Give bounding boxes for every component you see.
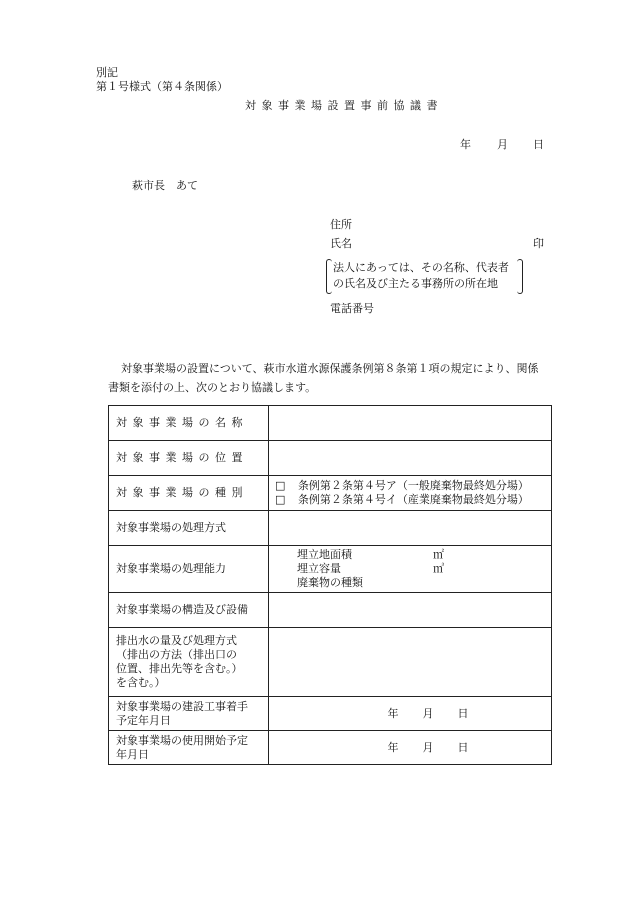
structure-equipment-label: 対象事業場の構造及び設備: [109, 593, 269, 628]
body-text-line2: 書類を添付の上、次のとおり協議します。: [108, 381, 317, 394]
checkbox-icon[interactable]: □: [275, 493, 286, 506]
table-row: [109, 546, 552, 593]
facility-name-value[interactable]: [269, 406, 552, 441]
facility-location-value[interactable]: [269, 441, 552, 476]
facility-location-label: 対象事業場の位置: [109, 441, 269, 476]
table-row: [109, 406, 552, 441]
capacity-landfill-volume: 埋立容量 ㎥: [297, 562, 444, 575]
table-row: [109, 628, 552, 697]
note-bracket-right: [517, 259, 523, 294]
address-label: 住所: [330, 218, 352, 231]
date-year: 年: [460, 138, 471, 151]
date-day: 日: [533, 138, 544, 151]
construction-start-label: 対象事業場の建設工事着手 予定年月日: [109, 697, 269, 731]
processing-method-label: 対象事業場の処理方式: [109, 511, 269, 546]
table-row: [109, 441, 552, 476]
form-number: 第１号様式（第４条関係）: [96, 80, 228, 93]
annex-label: 別記: [96, 66, 118, 79]
processing-method-value[interactable]: [269, 511, 552, 546]
applicant-note-line2: の氏名及び主たる事務所の所在地: [333, 277, 498, 290]
body-text-line1: 対象事業場の設置について、萩市水道水源保護条例第８条第１項の規定により、関係: [121, 362, 539, 375]
date-month: 月: [497, 138, 508, 151]
applicant-note-line1: 法人にあっては、その名称、代表者: [333, 261, 509, 274]
type-option-industrial[interactable]: □ 条例第２条第４号イ（産業廃棄物最終処分場）: [275, 493, 529, 506]
type-option-general[interactable]: □ 条例第２条第４号ア（一般廃棄物最終処分場）: [275, 479, 529, 492]
facility-type-options: [269, 476, 552, 511]
use-start-label: 対象事業場の使用開始予定 年月日: [109, 731, 269, 765]
checkbox-icon[interactable]: □: [275, 479, 286, 492]
construction-start-date[interactable]: 年 月 日: [269, 697, 552, 731]
consultation-form-table: [108, 405, 552, 765]
table-row: [109, 511, 552, 546]
table-row: [109, 731, 552, 765]
table-row: [109, 476, 552, 511]
discharge-water-value[interactable]: [269, 628, 552, 697]
name-label: 氏名: [330, 237, 352, 250]
phone-label: 電話番号: [330, 302, 374, 315]
use-start-date[interactable]: 年 月 日: [269, 731, 552, 765]
capacity-landfill-area: 埋立地面積 ㎡: [297, 548, 444, 561]
facility-name-label: 対象事業場の名称: [109, 406, 269, 441]
structure-equipment-value[interactable]: [269, 593, 552, 628]
table-row: [109, 593, 552, 628]
capacity-waste-type: 廃棄物の種類: [297, 576, 363, 589]
table-row: [109, 697, 552, 731]
seal-mark: 印: [533, 237, 544, 250]
processing-capacity-value: [269, 546, 552, 593]
facility-type-label: 対象事業場の種別: [109, 476, 269, 511]
addressee: 萩市長 あて: [132, 179, 198, 192]
discharge-water-label: 排出水の量及び処理方式 （排出の方法（排出口の 位置、排出先等を含む。） を含む。）: [109, 628, 269, 697]
note-bracket-left: [326, 259, 332, 294]
processing-capacity-label: 対象事業場の処理能力: [109, 546, 269, 593]
page-title: 対象事業場設置事前協議書: [245, 99, 443, 112]
